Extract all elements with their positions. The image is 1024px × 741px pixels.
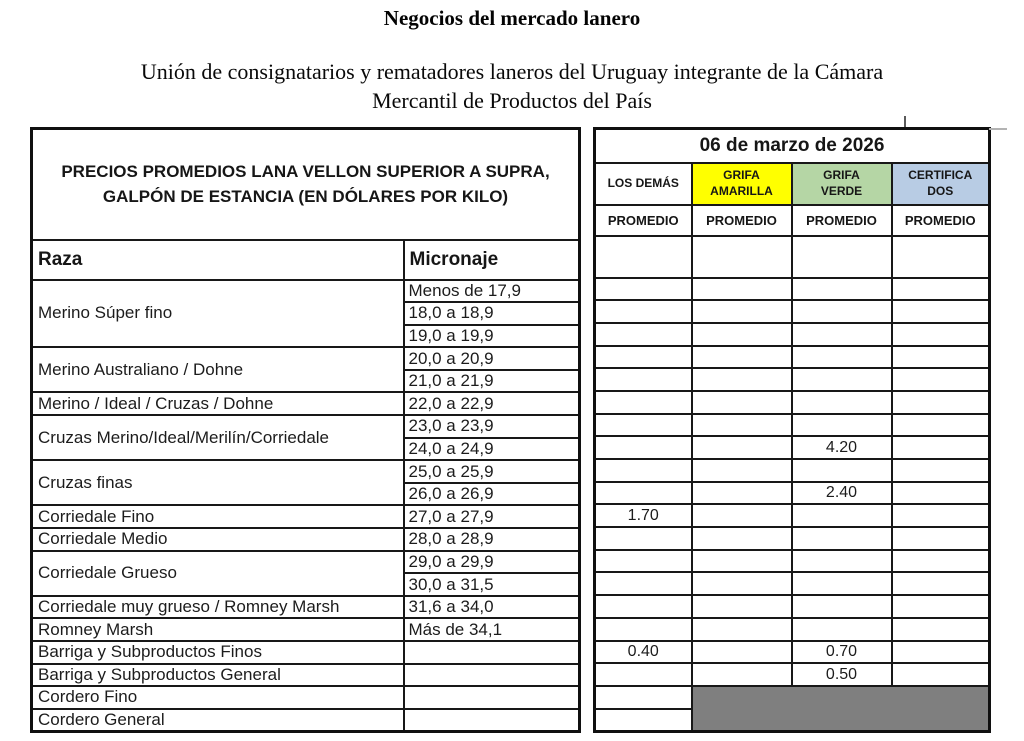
left-table-row [32, 551, 580, 574]
right-table-row [595, 323, 990, 346]
empty-price-cell [692, 641, 792, 664]
empty-price-cell [792, 278, 892, 301]
empty-price-cell [892, 278, 990, 301]
empty-price-cell [792, 459, 892, 482]
price-value-cell: 2.40 [792, 482, 892, 505]
raza-cell: Merino / Ideal / Cruzas / Dohne [32, 392, 404, 415]
empty-price-cell [692, 414, 792, 437]
micron-range-cell: 20,0 a 20,9 [404, 347, 580, 370]
empty-price-cell [692, 346, 792, 369]
price-value-cell: 0.70 [792, 641, 892, 664]
empty-micron-cell [404, 686, 580, 709]
empty-price-cell [692, 391, 792, 414]
empty-price-cell [692, 436, 792, 459]
promedio-header: PROMEDIO [692, 205, 792, 236]
micron-range-cell: 27,0 a 27,9 [404, 505, 580, 528]
empty-price-cell [595, 663, 692, 686]
empty-price-cell [892, 414, 990, 437]
raza-cell: Romney Marsh [32, 618, 404, 641]
raza-cell: Corriedale Fino [32, 505, 404, 528]
right-table-row [595, 641, 990, 664]
right-table-row [595, 278, 990, 301]
empty-price-cell [892, 595, 990, 618]
raza-cell: Barriga y Subproductos General [32, 664, 404, 687]
empty-price-cell [595, 391, 692, 414]
right-table-row [595, 527, 990, 550]
empty-price-cell [892, 436, 990, 459]
empty-price-cell [595, 459, 692, 482]
micron-range-cell: Menos de 17,9 [404, 280, 580, 303]
micron-range-cell: 23,0 a 23,9 [404, 415, 580, 438]
empty-price-cell [692, 618, 792, 641]
empty-price-cell [595, 236, 692, 278]
empty-price-cell [692, 663, 792, 686]
raza-cell: Corriedale muy grueso / Romney Marsh [32, 596, 404, 619]
left-table-row [32, 505, 580, 528]
micron-range-cell: 26,0 a 26,9 [404, 483, 580, 506]
empty-price-cell [595, 300, 692, 323]
empty-price-cell [692, 459, 792, 482]
micron-range-cell: 19,0 a 19,9 [404, 325, 580, 348]
left-table-row [32, 596, 580, 619]
price-value-cell: 4.20 [792, 436, 892, 459]
empty-price-cell [792, 618, 892, 641]
raza-cell: Cruzas finas [32, 460, 404, 505]
empty-price-cell [792, 346, 892, 369]
promedio-header-row [595, 205, 990, 236]
empty-micron-cell [404, 709, 580, 732]
date-row [595, 129, 990, 163]
empty-price-cell [692, 300, 792, 323]
right-table-row [595, 686, 990, 709]
right-table-row [595, 482, 990, 505]
empty-price-cell [892, 323, 990, 346]
subtitle-line-1: Unión de consignatarios y rematadores laneros del Uruguay integrante de la Cámara [140, 59, 884, 84]
empty-price-cell [692, 527, 792, 550]
empty-price-cell [792, 368, 892, 391]
micron-range-cell: 18,0 a 18,9 [404, 302, 580, 325]
empty-price-cell [892, 391, 990, 414]
left-table-row [32, 415, 580, 438]
price-value-cell: 1.70 [595, 504, 692, 527]
raza-cell: Cordero General [32, 709, 404, 732]
right-table-row [595, 436, 990, 459]
empty-price-cell [892, 618, 990, 641]
micron-range-cell: Más de 34,1 [404, 618, 580, 641]
empty-price-cell [792, 595, 892, 618]
raza-cell: Cordero Fino [32, 686, 404, 709]
empty-price-cell [595, 550, 692, 573]
micron-range-cell: 29,0 a 29,9 [404, 551, 580, 574]
grade-header-grifa-verde: GRIFA VERDE [792, 163, 892, 205]
empty-price-cell [692, 595, 792, 618]
left-table-title-row [32, 129, 580, 240]
grade-header-los-demas: LOS DEMÁS [595, 163, 692, 205]
empty-price-cell [595, 595, 692, 618]
empty-price-cell [692, 236, 792, 278]
page-subtitle [0, 57, 1024, 115]
empty-price-cell [892, 572, 990, 595]
right-table-row [595, 346, 990, 369]
scan-artifact-tick [904, 116, 906, 127]
empty-price-cell [692, 550, 792, 573]
empty-price-cell [595, 527, 692, 550]
left-table-header-row [32, 240, 580, 280]
empty-price-cell [595, 618, 692, 641]
micron-range-cell: 25,0 a 25,9 [404, 460, 580, 483]
empty-price-cell [892, 346, 990, 369]
right-table-row [595, 572, 990, 595]
empty-price-cell [595, 482, 692, 505]
left-table-row [32, 392, 580, 415]
raza-cell: Corriedale Medio [32, 528, 404, 551]
empty-price-cell [892, 527, 990, 550]
empty-price-cell [692, 368, 792, 391]
left-table-title: PRECIOS PROMEDIOS LANA VELLON SUPERIOR A SUPRA, GALPÓN DE ESTANCIA (EN DÓLARES POR KILO) [32, 129, 580, 240]
micron-range-cell: 28,0 a 28,9 [404, 528, 580, 551]
page-title: Negocios del mercado lanero [383, 6, 641, 30]
empty-price-cell [792, 414, 892, 437]
grade-header-row [595, 163, 990, 205]
left-table-row [32, 347, 580, 370]
empty-price-cell [692, 278, 792, 301]
empty-price-cell [792, 236, 892, 278]
raza-cell: Barriga y Subproductos Finos [32, 641, 404, 664]
empty-price-cell [595, 709, 692, 732]
left-table-row [32, 709, 580, 732]
raza-cell: Cruzas Merino/Ideal/Merilín/Corriedale [32, 415, 404, 460]
scan-artifact-line [989, 128, 1007, 130]
empty-price-cell [595, 686, 692, 709]
gray-block-cell [692, 686, 990, 732]
price-value-cell: 0.40 [595, 641, 692, 664]
raza-cell: Corriedale Grueso [32, 551, 404, 596]
empty-price-cell [892, 663, 990, 686]
left-table-row [32, 641, 580, 664]
right-table-row [595, 300, 990, 323]
empty-price-cell [792, 550, 892, 573]
empty-price-cell [595, 414, 692, 437]
micron-range-cell: 31,6 a 34,0 [404, 596, 580, 619]
empty-micron-cell [404, 664, 580, 687]
left-table-row [32, 686, 580, 709]
empty-price-cell [595, 323, 692, 346]
empty-micron-cell [404, 641, 580, 664]
empty-price-cell [595, 572, 692, 595]
column-header-micronaje: Micronaje [404, 240, 580, 280]
micron-range-cell: 21,0 a 21,9 [404, 370, 580, 393]
empty-price-cell [792, 572, 892, 595]
empty-price-cell [792, 504, 892, 527]
raza-cell: Merino Australiano / Dohne [32, 347, 404, 392]
left-table-row [32, 618, 580, 641]
empty-price-cell [792, 323, 892, 346]
promedio-header: PROMEDIO [595, 205, 692, 236]
empty-price-cell [892, 550, 990, 573]
subtitle-line-2: Mercantil de Productos del País [372, 88, 652, 113]
left-price-table [30, 127, 581, 733]
right-table-row [595, 595, 990, 618]
left-table-row [32, 460, 580, 483]
empty-price-cell [792, 527, 892, 550]
date-header: 06 de marzo de 2026 [595, 129, 990, 163]
column-header-raza: Raza [32, 240, 404, 280]
empty-price-cell [892, 504, 990, 527]
right-table-row [595, 368, 990, 391]
left-table-row [32, 528, 580, 551]
left-table-row [32, 664, 580, 687]
promedio-header: PROMEDIO [892, 205, 990, 236]
empty-price-cell [892, 641, 990, 664]
empty-price-cell [595, 346, 692, 369]
micron-range-cell: 30,0 a 31,5 [404, 573, 580, 596]
grade-header-certificados: CERTIFICA DOS [892, 163, 990, 205]
empty-price-cell [792, 391, 892, 414]
empty-price-cell [892, 300, 990, 323]
right-table-row [595, 391, 990, 414]
left-table-row [32, 280, 580, 303]
empty-price-cell [692, 482, 792, 505]
empty-price-cell [692, 323, 792, 346]
right-price-table [593, 127, 991, 733]
empty-price-cell [595, 278, 692, 301]
empty-price-cell [892, 482, 990, 505]
empty-price-cell [595, 368, 692, 391]
grade-header-grifa-amarilla: GRIFA AMARILLA [692, 163, 792, 205]
right-table-row [595, 459, 990, 482]
right-table-row [595, 414, 990, 437]
empty-price-cell [892, 236, 990, 278]
empty-price-cell [692, 504, 792, 527]
empty-price-cell [692, 572, 792, 595]
micron-range-cell: 24,0 a 24,9 [404, 438, 580, 461]
empty-price-cell [892, 368, 990, 391]
empty-price-cell [792, 300, 892, 323]
empty-price-cell [595, 436, 692, 459]
empty-price-cell [892, 459, 990, 482]
promedio-header: PROMEDIO [792, 205, 892, 236]
raza-cell: Merino Súper fino [32, 280, 404, 348]
right-table-row [595, 663, 990, 686]
right-table-row [595, 550, 990, 573]
blank-spacer-row [595, 236, 990, 278]
price-value-cell: 0.50 [792, 663, 892, 686]
micron-range-cell: 22,0 a 22,9 [404, 392, 580, 415]
right-table-row [595, 504, 990, 527]
right-table-row [595, 618, 990, 641]
